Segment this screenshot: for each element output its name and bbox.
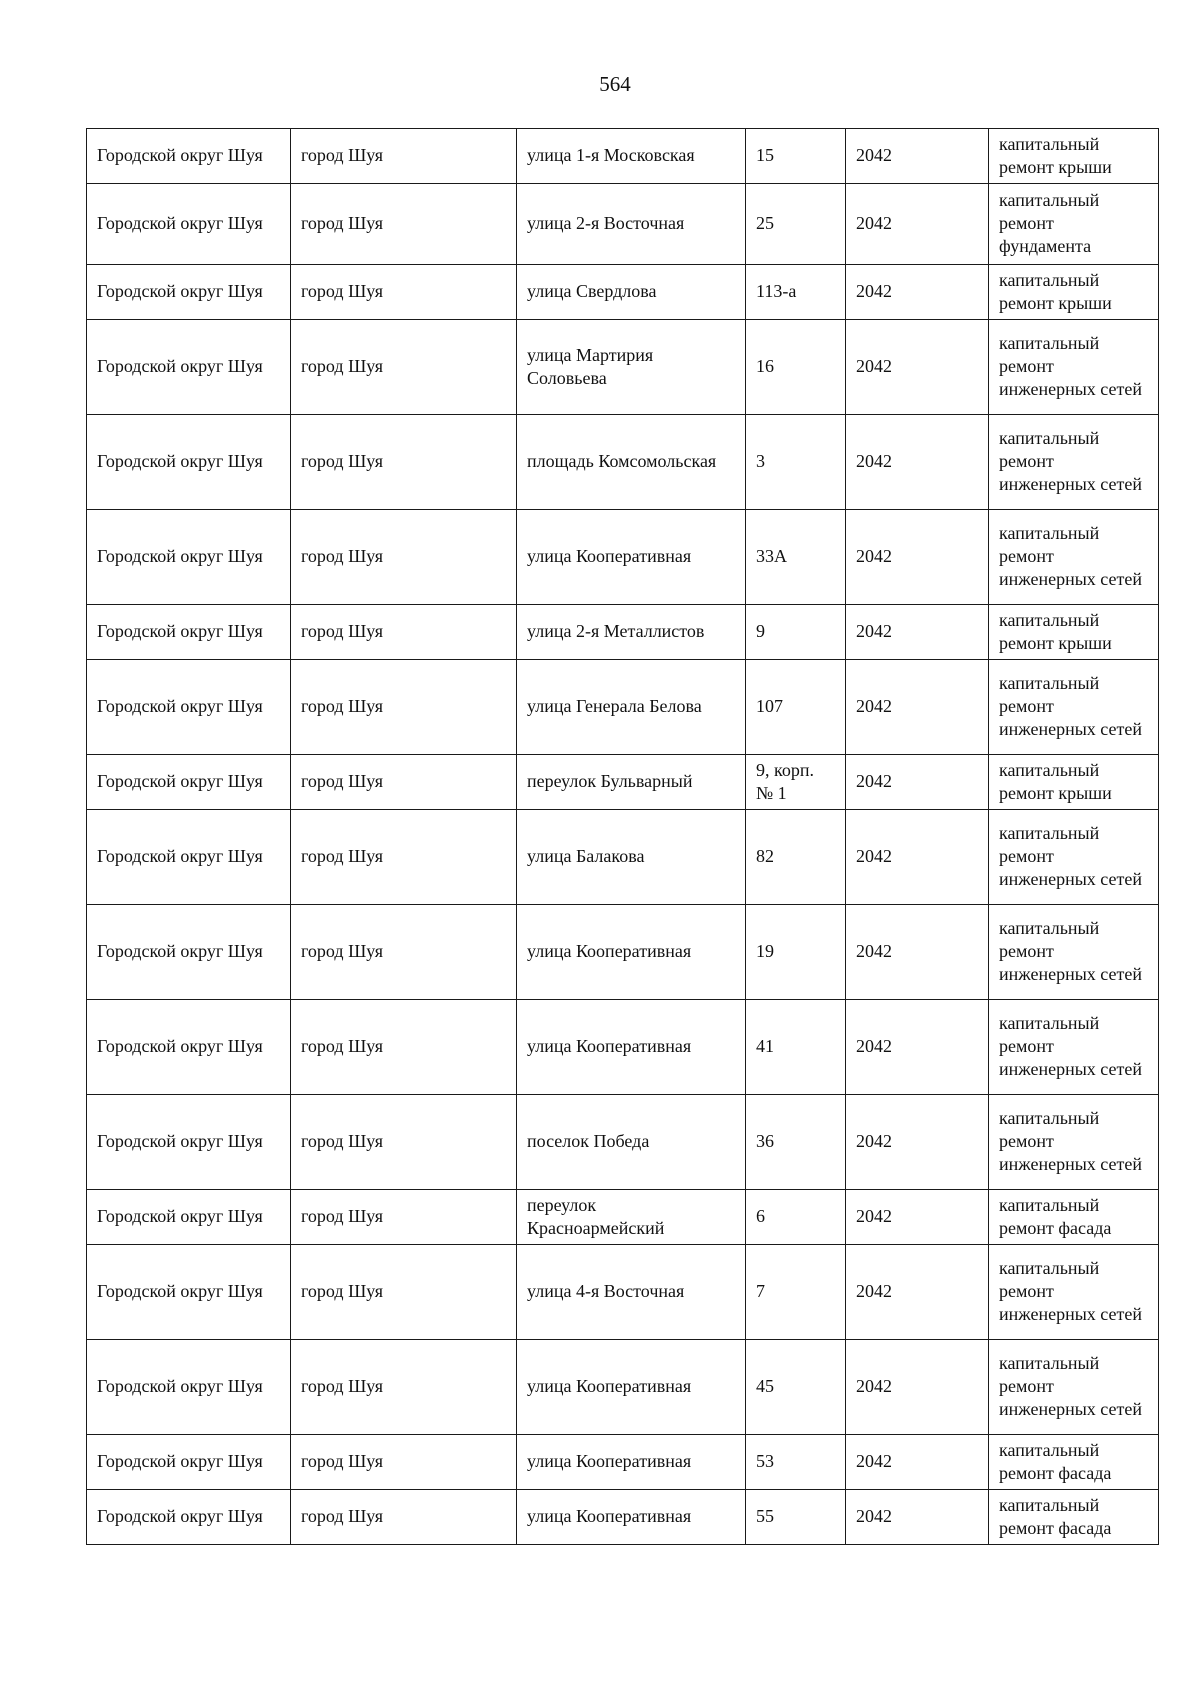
- district-cell: Городской округ Шуя: [87, 320, 291, 415]
- planned-year-cell: 2042: [846, 605, 989, 660]
- district-cell: Городской округ Шуя: [87, 415, 291, 510]
- table-row: [87, 660, 1159, 755]
- house-number-cell: 25: [746, 184, 846, 265]
- table-row: [87, 1490, 1159, 1545]
- district-cell: Городской округ Шуя: [87, 1245, 291, 1340]
- city-cell: город Шуя: [291, 265, 517, 320]
- table-row: [87, 265, 1159, 320]
- work-type-cell: капитальный ремонт инженерных сетей: [989, 905, 1159, 1000]
- planned-year-cell: 2042: [846, 184, 989, 265]
- house-number-cell: 16: [746, 320, 846, 415]
- work-type-cell: капитальный ремонт инженерных сетей: [989, 320, 1159, 415]
- street-cell: площадь Комсомольская: [517, 415, 746, 510]
- planned-year-cell: 2042: [846, 1435, 989, 1490]
- page-number: 564: [599, 72, 631, 96]
- table-body: [87, 129, 1159, 1545]
- district-cell: Городской округ Шуя: [87, 129, 291, 184]
- house-number-cell: 36: [746, 1095, 846, 1190]
- work-type-cell: капитальный ремонт инженерных сетей: [989, 415, 1159, 510]
- planned-year-cell: 2042: [846, 320, 989, 415]
- house-number-cell: 41: [746, 1000, 846, 1095]
- house-number-cell: 6: [746, 1190, 846, 1245]
- street-cell: улица Мартирия Соловьева: [517, 320, 746, 415]
- district-cell: Городской округ Шуя: [87, 1340, 291, 1435]
- city-cell: город Шуя: [291, 905, 517, 1000]
- district-cell: Городской округ Шуя: [87, 184, 291, 265]
- district-cell: Городской округ Шуя: [87, 810, 291, 905]
- house-number-cell: 82: [746, 810, 846, 905]
- planned-year-cell: 2042: [846, 1095, 989, 1190]
- district-cell: Городской округ Шуя: [87, 1490, 291, 1545]
- district-cell: Городской округ Шуя: [87, 265, 291, 320]
- house-number-cell: 33А: [746, 510, 846, 605]
- house-number-cell: 45: [746, 1340, 846, 1435]
- district-cell: Городской округ Шуя: [87, 755, 291, 810]
- house-number-cell: 55: [746, 1490, 846, 1545]
- street-cell: улица 2-я Восточная: [517, 184, 746, 265]
- work-type-cell: капитальный ремонт крыши: [989, 605, 1159, 660]
- work-type-cell: капитальный ремонт инженерных сетей: [989, 510, 1159, 605]
- street-cell: улица Генерала Белова: [517, 660, 746, 755]
- work-type-cell: капитальный ремонт крыши: [989, 755, 1159, 810]
- table-row: [87, 1340, 1159, 1435]
- city-cell: город Шуя: [291, 1190, 517, 1245]
- table-row: [87, 1190, 1159, 1245]
- work-type-cell: капитальный ремонт крыши: [989, 129, 1159, 184]
- house-number-cell: 3: [746, 415, 846, 510]
- street-cell: улица Кооперативная: [517, 1435, 746, 1490]
- city-cell: город Шуя: [291, 1340, 517, 1435]
- house-number-cell: 113-а: [746, 265, 846, 320]
- street-cell: улица Кооперативная: [517, 1340, 746, 1435]
- planned-year-cell: 2042: [846, 510, 989, 605]
- city-cell: город Шуя: [291, 810, 517, 905]
- city-cell: город Шуя: [291, 320, 517, 415]
- table-row: [87, 1095, 1159, 1190]
- table-row: [87, 1435, 1159, 1490]
- street-cell: поселок Победа: [517, 1095, 746, 1190]
- table-row: [87, 1245, 1159, 1340]
- planned-year-cell: 2042: [846, 129, 989, 184]
- house-number-cell: 9: [746, 605, 846, 660]
- house-number-cell: 7: [746, 1245, 846, 1340]
- city-cell: город Шуя: [291, 510, 517, 605]
- work-type-cell: капитальный ремонт инженерных сетей: [989, 1340, 1159, 1435]
- work-type-cell: капитальный ремонт инженерных сетей: [989, 660, 1159, 755]
- house-number-cell: 19: [746, 905, 846, 1000]
- street-cell: улица 4-я Восточная: [517, 1245, 746, 1340]
- table-row: [87, 905, 1159, 1000]
- table-row: [87, 510, 1159, 605]
- street-cell: улица Кооперативная: [517, 905, 746, 1000]
- street-cell: улица Балакова: [517, 810, 746, 905]
- planned-year-cell: 2042: [846, 1245, 989, 1340]
- house-number-cell: 15: [746, 129, 846, 184]
- city-cell: город Шуя: [291, 1000, 517, 1095]
- work-type-cell: капитальный ремонт крыши: [989, 265, 1159, 320]
- city-cell: город Шуя: [291, 1490, 517, 1545]
- repair-schedule-table: [86, 128, 1159, 1545]
- city-cell: город Шуя: [291, 1245, 517, 1340]
- house-number-cell: 9, корп. № 1: [746, 755, 846, 810]
- street-cell: улица Кооперативная: [517, 1000, 746, 1095]
- planned-year-cell: 2042: [846, 810, 989, 905]
- district-cell: Городской округ Шуя: [87, 510, 291, 605]
- city-cell: город Шуя: [291, 1435, 517, 1490]
- street-cell: переулок Бульварный: [517, 755, 746, 810]
- table-row: [87, 129, 1159, 184]
- planned-year-cell: 2042: [846, 905, 989, 1000]
- planned-year-cell: 2042: [846, 265, 989, 320]
- work-type-cell: капитальный ремонт инженерных сетей: [989, 1245, 1159, 1340]
- planned-year-cell: 2042: [846, 1340, 989, 1435]
- district-cell: Городской округ Шуя: [87, 1095, 291, 1190]
- district-cell: Городской округ Шуя: [87, 1190, 291, 1245]
- street-cell: улица 2-я Металлистов: [517, 605, 746, 660]
- city-cell: город Шуя: [291, 184, 517, 265]
- table-row: [87, 810, 1159, 905]
- work-type-cell: капитальный ремонт фасада: [989, 1490, 1159, 1545]
- district-cell: Городской округ Шуя: [87, 1435, 291, 1490]
- district-cell: Городской округ Шуя: [87, 905, 291, 1000]
- city-cell: город Шуя: [291, 1095, 517, 1190]
- work-type-cell: капитальный ремонт фундамента: [989, 184, 1159, 265]
- planned-year-cell: 2042: [846, 415, 989, 510]
- table-row: [87, 1000, 1159, 1095]
- district-cell: Городской округ Шуя: [87, 660, 291, 755]
- work-type-cell: капитальный ремонт инженерных сетей: [989, 1000, 1159, 1095]
- work-type-cell: капитальный ремонт инженерных сетей: [989, 1095, 1159, 1190]
- street-cell: улица Кооперативная: [517, 510, 746, 605]
- table-row: [87, 320, 1159, 415]
- district-cell: Городской округ Шуя: [87, 1000, 291, 1095]
- planned-year-cell: 2042: [846, 1490, 989, 1545]
- city-cell: город Шуя: [291, 660, 517, 755]
- house-number-cell: 107: [746, 660, 846, 755]
- city-cell: город Шуя: [291, 129, 517, 184]
- table-row: [87, 605, 1159, 660]
- work-type-cell: капитальный ремонт фасада: [989, 1190, 1159, 1245]
- district-cell: Городской округ Шуя: [87, 605, 291, 660]
- table-row: [87, 415, 1159, 510]
- table-row: [87, 755, 1159, 810]
- planned-year-cell: 2042: [846, 1000, 989, 1095]
- planned-year-cell: 2042: [846, 755, 989, 810]
- planned-year-cell: 2042: [846, 1190, 989, 1245]
- table-row: [87, 184, 1159, 265]
- street-cell: улица 1-я Московская: [517, 129, 746, 184]
- street-cell: улица Свердлова: [517, 265, 746, 320]
- city-cell: город Шуя: [291, 755, 517, 810]
- work-type-cell: капитальный ремонт инженерных сетей: [989, 810, 1159, 905]
- planned-year-cell: 2042: [846, 660, 989, 755]
- city-cell: город Шуя: [291, 605, 517, 660]
- street-cell: улица Кооперативная: [517, 1490, 746, 1545]
- work-type-cell: капитальный ремонт фасада: [989, 1435, 1159, 1490]
- house-number-cell: 53: [746, 1435, 846, 1490]
- street-cell: переулок Красноармейский: [517, 1190, 746, 1245]
- city-cell: город Шуя: [291, 415, 517, 510]
